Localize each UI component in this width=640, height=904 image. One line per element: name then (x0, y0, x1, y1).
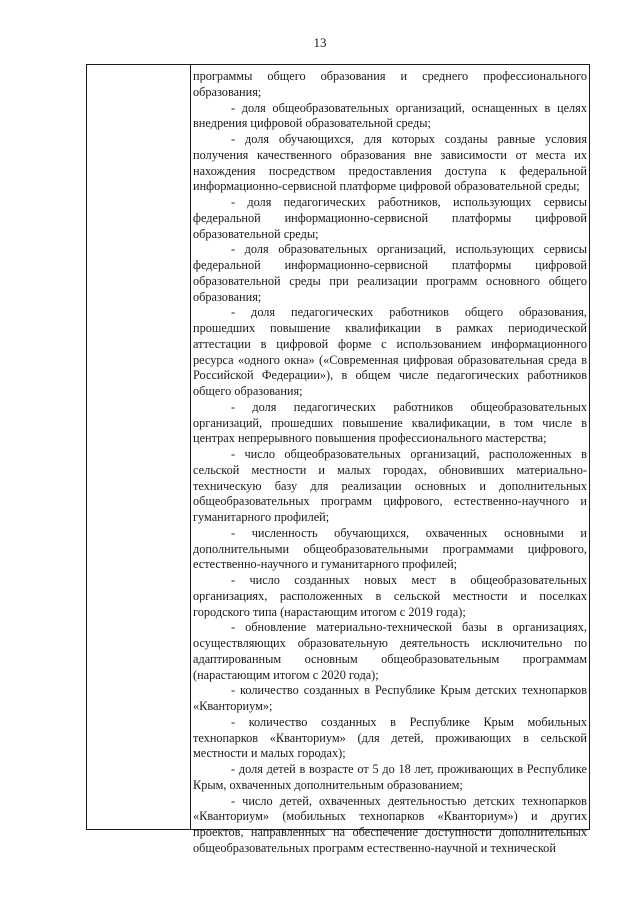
paragraph: - количество созданных в Республике Крым детских технопарков «Кванториум»; (193, 683, 587, 713)
paragraph: - доля педагогических работников, использующих сервисы федеральной информационно-сервисной платформы цифровой образовательной среды; (193, 195, 587, 241)
page-number: 13 (313, 35, 327, 50)
document-table (86, 64, 590, 855)
paragraph: - доля обучающихся, для которых созданы равные условия получения качественного образования вне зависимости от места их нахождения посредством предоставления доступа к федеральной информационно-сервисной платформе цифровой образовательной среды; (193, 132, 587, 194)
paragraph: - число детей, охваченных деятельностью детских технопарков «Кванториум» (мобильных технопарков «Кванториум») и других проектов, направленных на обеспечение доступности дополнительных общеобразовательных программ естественно-научной и технической (193, 793, 587, 855)
table-cell-text (193, 69, 587, 857)
column-divider (190, 65, 191, 829)
paragraph: - обновление материально-технической базы в организациях, осуществляющих образовательную деятельность исключительно по адаптированным основным общеобразовательным программам (нарастающим итогом с 2020 года); (193, 620, 587, 682)
paragraph: - доля детей в возрасте от 5 до 18 лет, проживающих в Республике Крым, охваченных дополнительным образованием; (193, 762, 587, 792)
paragraph: - число созданных новых мест в общеобразовательных организациях, расположенных в сельской местности и поселках городского типа (нарастающим итогом с 2019 года); (193, 573, 587, 619)
paragraph: - доля педагогических работников общего образования, прошедших повышение квалификации в рамках периодической аттестации в цифровой форме с использованием информационного ресурса «одного окна» («Современная цифровая образовательная среда в Российской Федерации»), в общем числе педагогических работников общего образования; (193, 305, 587, 398)
paragraph: - доля педагогических работников общеобразовательных организаций, прошедших повышение квалификации, в том числе в центрах непрерывного повышения профессионального мастерства; (193, 399, 587, 446)
paragraph: - доля общеобразовательных организаций, оснащенных в целях внедрения цифровой образовательной среды; (193, 100, 587, 131)
paragraph: - численность обучающихся, охваченных основными и дополнительными общеобразовательными программами цифрового, естественно-научного и гуманитарного профилей; (193, 525, 587, 572)
paragraph: - доля образовательных организаций, использующих сервисы федеральной информационно-сервисной платформы цифровой образовательной среды при реализации программ основного общего образования; (193, 242, 587, 304)
paragraph: - количество созданных в Республике Крым мобильных технопарков «Кванториум» (для детей, проживающих в сельской местности и малых городах); (193, 714, 587, 761)
paragraph: - число общеобразовательных организаций, расположенных в сельской местности и малых городах, обновивших материально-техническую базу для реализации основных и дополнительных общеобразовательных программ цифрового, естественно-научного и гуманитарного профилей; (193, 447, 587, 524)
paragraph: программы общего образования и среднего профессионального образования; (193, 69, 587, 99)
